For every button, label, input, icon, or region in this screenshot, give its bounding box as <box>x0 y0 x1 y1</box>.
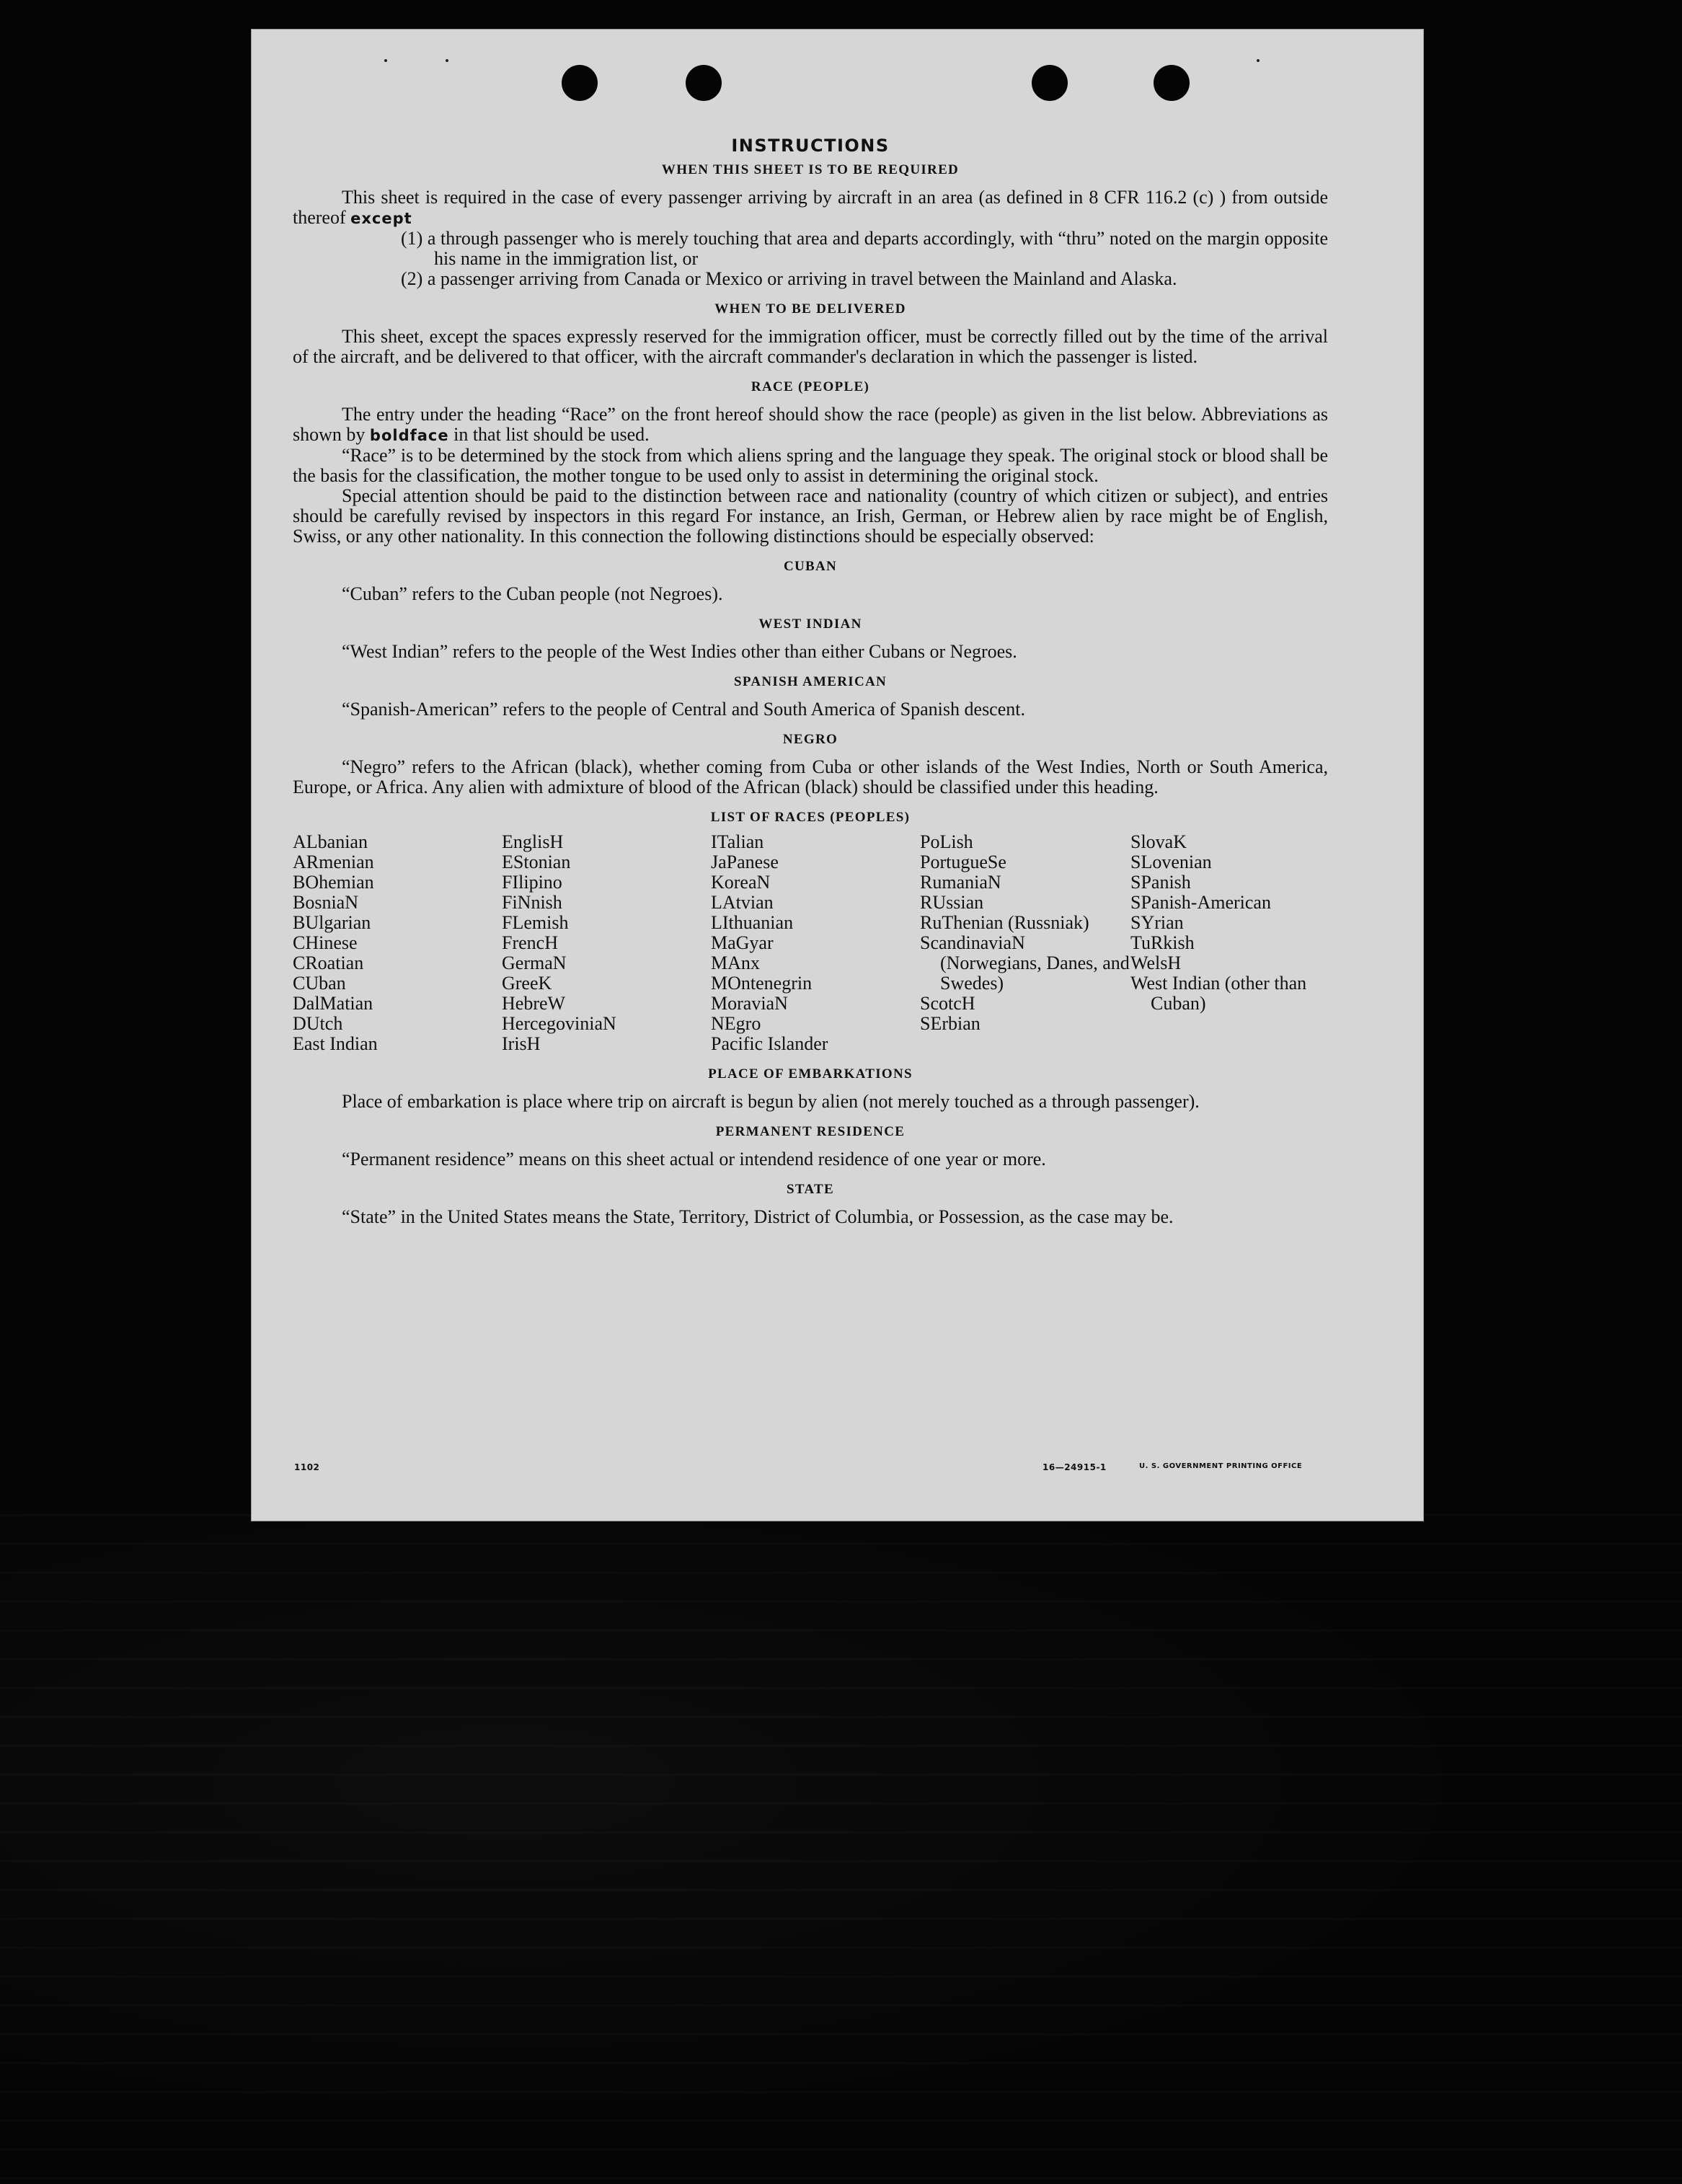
race-entry: TuRkish <box>1130 932 1195 953</box>
race-entry: MoraviaN <box>711 993 788 1014</box>
punch-hole <box>1154 65 1190 101</box>
heading-state: STATE <box>787 1182 834 1197</box>
negro-text: “Negro” refers to the African (black), whether coming from Cuba or other islands of the West Indies, North or South America, Europe, or Africa. Any alien with admixture of blood of the African (black) should be classified under this heading. <box>293 756 1328 797</box>
race-entry: RumaniaN <box>920 872 1001 893</box>
race-entry: ALbanian <box>293 831 368 852</box>
race-entry: MOntenegrin <box>711 973 813 994</box>
when-required-intro: This sheet is required in the case of every passenger arriving by aircraft in an area (as defined in 8 CFR 116.2 (c) ) from outside thereof except <box>293 187 1328 228</box>
race-entry: FiNnish <box>502 892 562 913</box>
race-entry: GermaN <box>502 952 567 973</box>
race-entry: ARmenian <box>293 852 374 872</box>
race-entry: FIlipino <box>502 872 562 893</box>
race-entry: SLovenian <box>1130 852 1212 872</box>
exception-item: (1) a through passenger who is merely touching that area and departs accordingly, with “thru” noted on the margin opposite his name in the immigration list, or <box>401 228 1328 269</box>
west-indian-text: “West Indian” refers to the people of the West Indies other than either Cubans or Negroes. <box>342 641 1017 662</box>
race-entry: MaGyar <box>711 932 774 953</box>
race-entry: BUlgarian <box>293 912 371 933</box>
race-entry: HebreW <box>502 993 566 1014</box>
heading-cuban: CUBAN <box>783 559 838 574</box>
race-entry: GreeK <box>502 973 552 994</box>
permanent-residence-text: “Permanent residence” means on this sheet actual or intendend residence of one year or more. <box>342 1149 1046 1170</box>
race-paragraph-1: The entry under the heading “Race” on the front hereof should show the race (people) as given in the list below. Abbreviations as shown by boldface in that list should be used. <box>293 404 1328 445</box>
when-delivered-text: This sheet, except the spaces expressly reserved for the immigration officer, must be correctly filled out by the time of the arrival of the aircraft, and be delivered to that officer, with the aircraft commander's declaration in which the passenger is listed. <box>293 326 1328 367</box>
race-entry: FrencH <box>502 932 558 953</box>
except-emphasis: except <box>350 210 412 227</box>
race-paragraph-2: “Race” is to be determined by the stock from which aliens spring and the language they speak. The original stock or blood shall be the basis for the classification, the mother tongue to be used only to assist in determining the original stock. <box>293 445 1328 486</box>
form-number: 1102 <box>294 1462 320 1472</box>
race-entry: NEgro <box>711 1013 761 1034</box>
heading-when-delivered: WHEN TO BE DELIVERED <box>714 301 906 317</box>
race-entry: SlovaK <box>1130 831 1187 852</box>
exceptions-list <box>293 229 1328 289</box>
race-entry: DalMatian <box>293 993 373 1014</box>
race-entry: PortugueSe <box>920 852 1006 872</box>
heading-race: RACE (PEOPLE) <box>751 379 870 394</box>
race-entry: SYrian <box>1130 912 1184 933</box>
races-column <box>502 832 711 1054</box>
race-entry: IrisH <box>502 1033 541 1054</box>
race-entry: BosniaN <box>293 892 358 913</box>
race-entry: CRoatian <box>293 952 364 973</box>
heading-embarkation: PLACE OF EMBARKATIONS <box>708 1066 913 1082</box>
race-entry: ITalian <box>711 831 764 852</box>
document-page <box>251 29 1424 1521</box>
scan-background <box>0 1514 1682 2184</box>
exception-item: (2) a passenger arriving from Canada or Mexico or arriving in travel between the Mainland and Alaska. <box>401 268 1177 289</box>
print-code: 16—24915-1 <box>1043 1462 1107 1472</box>
races-column <box>293 832 502 1054</box>
spanish-american-text: “Spanish-American” refers to the people of Central and South America of Spanish descent. <box>342 699 1025 720</box>
race-entry: JaPanese <box>711 852 779 872</box>
races-list <box>293 832 1328 1054</box>
race-entry: SPanish <box>1130 872 1191 893</box>
race-entry: EStonian <box>502 852 571 872</box>
race-entry: EnglisH <box>502 831 564 852</box>
races-column <box>1130 832 1328 1054</box>
race-entry: East Indian <box>293 1033 378 1054</box>
races-column <box>711 832 920 1054</box>
race-entry: SErbian <box>920 1013 981 1034</box>
cuban-text: “Cuban” refers to the Cuban people (not Negroes). <box>342 583 723 604</box>
scan-speck <box>384 59 387 62</box>
race-entry: RUssian <box>920 892 984 913</box>
heading-spanish-american: SPANISH AMERICAN <box>733 674 888 689</box>
race-entry: LIthuanian <box>711 912 794 933</box>
race-entry: PoLish <box>920 831 973 852</box>
race-entry: WelsH <box>1130 952 1182 973</box>
race-entry: MAnx <box>711 952 760 973</box>
embarkation-text: Place of embarkation is place where trip on aircraft is begun by alien (not merely touched as a through passenger). <box>342 1091 1200 1112</box>
heading-west-indian: WEST INDIAN <box>758 616 862 632</box>
race-entry: DUtch <box>293 1013 343 1034</box>
heading-permanent-residence: PERMANENT RESIDENCE <box>715 1124 906 1139</box>
scan-speck <box>446 59 448 62</box>
instructions-body <box>293 136 1328 1227</box>
punch-hole <box>686 65 722 101</box>
race-entry: West Indian (other than Cuban) <box>1130 973 1307 1014</box>
race-entry: ScotcH <box>920 993 975 1014</box>
printer-imprint: U. S. GOVERNMENT PRINTING OFFICE <box>1139 1462 1303 1470</box>
race-entry: LAtvian <box>711 892 774 913</box>
race-entry: FLemish <box>502 912 569 933</box>
race-entry: SPanish-American <box>1130 892 1271 913</box>
page-title: INSTRUCTIONS <box>731 136 890 156</box>
race-paragraph-3: Special attention should be paid to the distinction between race and nationality (country of which citizen or subject), and entries should be carefully revised by inspectors in this regard For instance, an Irish, German, or Hebrew alien by race might be of English, Swiss, or any other nationality. In this connection the following distinctions should be especially observed: <box>293 485 1328 547</box>
heading-negro: NEGRO <box>782 732 838 747</box>
punch-hole <box>1032 65 1068 101</box>
race-entry: BOhemian <box>293 872 374 893</box>
race-entry: Pacific Islander <box>711 1033 828 1054</box>
state-text: “State” in the United States means the State, Territory, District of Columbia, or Possession, as the case may be. <box>342 1206 1174 1227</box>
race-entry: CHinese <box>293 932 358 953</box>
heading-list-of-races: LIST OF RACES (PEOPLES) <box>710 810 911 825</box>
punch-hole <box>562 65 598 101</box>
race-entry: CUban <box>293 973 346 994</box>
heading-when-required: WHEN THIS SHEET IS TO BE REQUIRED <box>661 162 960 177</box>
scan-speck <box>1257 59 1260 62</box>
races-column <box>920 832 1130 1054</box>
race-entry: RuThenian (Russniak) <box>920 912 1089 933</box>
race-entry: ScandinaviaN (Norwegians, Danes, and Swedes) <box>920 932 1130 994</box>
race-entry: HercegoviniaN <box>502 1013 616 1034</box>
boldface-emphasis: boldface <box>369 427 449 444</box>
race-entry: KoreaN <box>711 872 771 893</box>
